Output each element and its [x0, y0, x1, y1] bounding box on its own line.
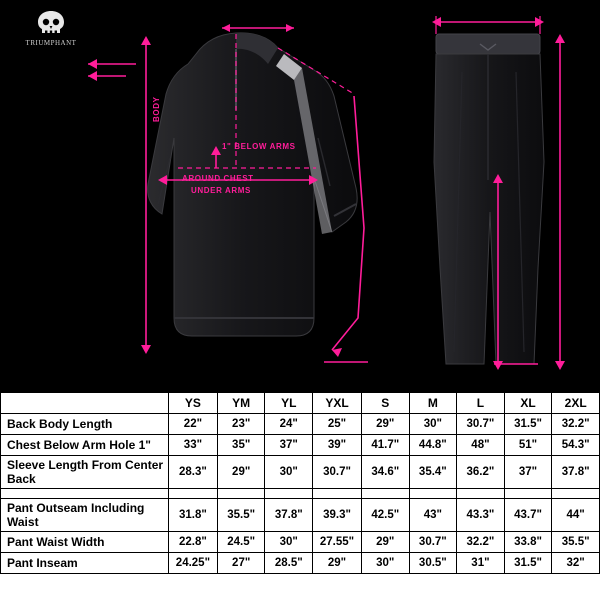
table-header-cell — [1, 393, 169, 414]
table-cell: 37" — [504, 456, 552, 489]
table-cell: 30" — [361, 553, 409, 574]
label-under-arms: UNDER ARMS — [191, 186, 251, 195]
pants-illustration — [410, 12, 570, 384]
table-header-cell: S — [361, 393, 409, 414]
row-label: Pant Inseam — [1, 553, 169, 574]
table-cell: 43.7" — [504, 499, 552, 532]
brand-logo — [12, 10, 90, 54]
table-cell: 28.3" — [168, 456, 217, 489]
table-cell: 23" — [217, 414, 265, 435]
table-header-cell: YM — [217, 393, 265, 414]
table-cell: 30" — [265, 532, 313, 553]
table-cell: 35.5" — [552, 532, 600, 553]
table-cell: 33" — [168, 435, 217, 456]
table-cell: 35.4" — [409, 456, 457, 489]
table-cell: 54.3" — [552, 435, 600, 456]
jacket-illustration — [118, 18, 368, 380]
table-header-cell: XL — [504, 393, 552, 414]
table-cell: 43" — [409, 499, 457, 532]
table-header-cell: YXL — [313, 393, 362, 414]
table-cell: 44" — [552, 499, 600, 532]
row-label: Sleeve Length From Center Back — [1, 456, 169, 489]
spacer-cell — [265, 489, 313, 499]
table-cell: 43.3" — [457, 499, 505, 532]
row-label: Back Body Length — [1, 414, 169, 435]
row-label: Pant Outseam Including Waist — [1, 499, 169, 532]
table-row — [1, 435, 600, 456]
table-cell: 27" — [217, 553, 265, 574]
table-header-cell: M — [409, 393, 457, 414]
table-cell: 30.5" — [409, 553, 457, 574]
spacer-cell — [552, 489, 600, 499]
table-group-separator — [1, 489, 600, 499]
table-header-cell: 2XL — [552, 393, 600, 414]
table-cell: 33.8" — [504, 532, 552, 553]
table-cell: 31" — [457, 553, 505, 574]
table-cell: 24.25" — [168, 553, 217, 574]
spacer-cell — [361, 489, 409, 499]
table-row — [1, 532, 600, 553]
table-cell: 35.5" — [217, 499, 265, 532]
table-cell: 41.7" — [361, 435, 409, 456]
brand-wordmark: TRIUMPHANT — [25, 39, 77, 47]
table-header-cell: YS — [168, 393, 217, 414]
table-cell: 22" — [168, 414, 217, 435]
table-cell: 25" — [313, 414, 362, 435]
table-cell: 44.8" — [409, 435, 457, 456]
table-cell: 34.6" — [361, 456, 409, 489]
table-cell: 31.5" — [504, 414, 552, 435]
table-cell: 29" — [361, 414, 409, 435]
table-cell: 42.5" — [361, 499, 409, 532]
table-cell: 48" — [457, 435, 505, 456]
table-row — [1, 499, 600, 532]
table-cell: 28.5" — [265, 553, 313, 574]
table-cell: 36.2" — [457, 456, 505, 489]
table-cell: 32" — [552, 553, 600, 574]
row-label: Pant Waist Width — [1, 532, 169, 553]
table-cell: 30" — [409, 414, 457, 435]
table-cell: 32.2" — [457, 532, 505, 553]
table-cell: 22.8" — [168, 532, 217, 553]
table-header-cell: YL — [265, 393, 313, 414]
table-cell: 39.3" — [313, 499, 362, 532]
table-cell: 37.8" — [265, 499, 313, 532]
table-cell: 30" — [265, 456, 313, 489]
spacer-cell — [457, 489, 505, 499]
spacer-cell — [313, 489, 362, 499]
table-cell: 35" — [217, 435, 265, 456]
table-cell: 37" — [265, 435, 313, 456]
table-cell: 29" — [313, 553, 362, 574]
table-cell: 31.5" — [504, 553, 552, 574]
label-body: BODY — [152, 96, 161, 122]
label-around-chest: AROUND CHEST — [182, 174, 254, 183]
row-label: Chest Below Arm Hole 1" — [1, 435, 169, 456]
table-header-row — [1, 393, 600, 414]
table-cell: 31.8" — [168, 499, 217, 532]
spacer-cell — [168, 489, 217, 499]
table-cell: 29" — [361, 532, 409, 553]
table-cell: 24" — [265, 414, 313, 435]
table-cell: 30.7" — [409, 532, 457, 553]
table-cell: 39" — [313, 435, 362, 456]
table-row — [1, 414, 600, 435]
table-cell: 24.5" — [217, 532, 265, 553]
label-below-arms: 1" BELOW ARMS — [222, 142, 296, 151]
table-header-cell: L — [457, 393, 505, 414]
table-row — [1, 553, 600, 574]
table-cell: 30.7" — [457, 414, 505, 435]
table-cell: 27.55" — [313, 532, 362, 553]
spacer-cell — [409, 489, 457, 499]
spacer-cell — [504, 489, 552, 499]
table-cell: 51" — [504, 435, 552, 456]
shoulder-marker — [84, 52, 144, 92]
spacer-cell — [1, 489, 169, 499]
table-cell: 37.8" — [552, 456, 600, 489]
table-row — [1, 456, 600, 489]
table-cell: 30.7" — [313, 456, 362, 489]
table-cell: 32.2" — [552, 414, 600, 435]
skull-icon — [34, 10, 68, 36]
size-table-wrapper — [0, 392, 600, 600]
size-table — [0, 392, 600, 574]
spacer-cell — [217, 489, 265, 499]
table-cell: 29" — [217, 456, 265, 489]
